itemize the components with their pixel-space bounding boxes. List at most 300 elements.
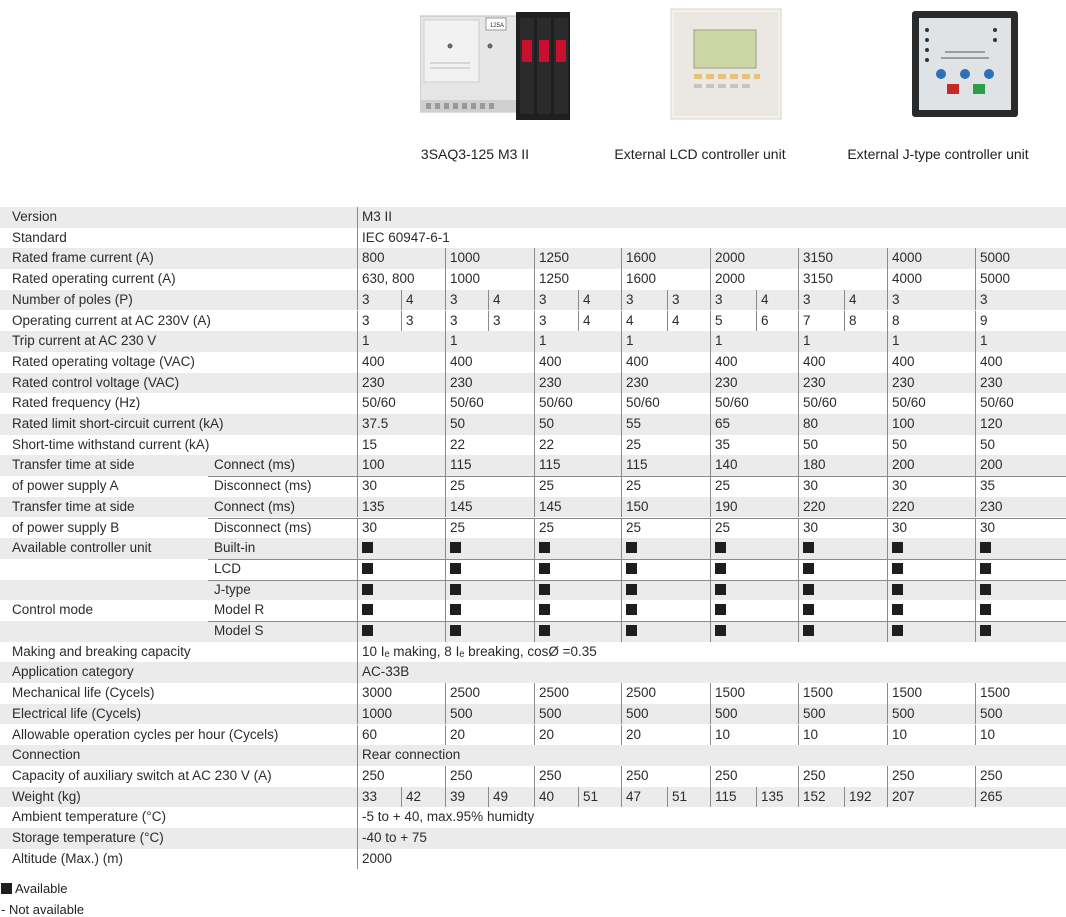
row-value: 22	[445, 435, 465, 456]
row-value: 40	[534, 787, 554, 808]
available-square-icon	[450, 563, 461, 574]
row-value: 35	[975, 476, 995, 497]
row-sub-label: Disconnect (ms)	[214, 478, 312, 494]
row-label: Capacity of auxiliary switch at AC 230 V (A)	[12, 767, 272, 783]
row-value: 50/60	[621, 393, 660, 414]
row-label: Electrical life (Cycels)	[12, 705, 142, 721]
row-value: 115	[445, 455, 472, 476]
row-value: 207	[887, 787, 915, 808]
row-value: 1500	[975, 683, 1010, 704]
availability-cell	[621, 538, 637, 559]
available-square-icon	[539, 604, 550, 615]
row-value: 3	[710, 290, 723, 311]
row-value: IEC 60947-6-1	[357, 228, 450, 249]
row-value: 1600	[621, 269, 656, 290]
row-value: 230	[621, 373, 649, 394]
row-sub-label: Model R	[214, 602, 265, 618]
row-value-sub: 135	[756, 787, 784, 808]
availability-cell	[357, 559, 373, 580]
available-square-icon	[539, 584, 550, 595]
row-value: 230	[975, 497, 1003, 518]
availability-cell	[357, 621, 373, 642]
product-caption-lcd: External LCD controller unit	[614, 146, 786, 162]
availability-cell	[798, 559, 814, 580]
row-label: Number of poles (P)	[12, 291, 133, 307]
row-value: 400	[710, 352, 738, 373]
legend-not-available-label: - Not available	[1, 902, 85, 917]
available-square-icon	[539, 542, 550, 553]
row-value: 37.5	[357, 414, 388, 435]
row-value: 5	[710, 311, 723, 332]
row-sub-label: Model S	[214, 623, 264, 638]
product-lcd	[600, 0, 800, 170]
availability-cell	[621, 621, 637, 642]
row-value: 25	[534, 476, 554, 497]
row-value: 400	[621, 352, 649, 373]
row-label: Storage temperature (°C)	[12, 830, 164, 845]
available-square-icon	[362, 542, 373, 553]
row-version	[0, 207, 1066, 228]
available-square-icon	[980, 604, 991, 615]
row-value: M3 II	[357, 207, 392, 228]
availability-cell	[357, 580, 373, 601]
row-value: 55	[621, 414, 641, 435]
row-value-sub: 4	[667, 311, 680, 332]
available-square-icon	[715, 604, 726, 615]
row-label: Standard	[12, 229, 67, 245]
row-value: 30	[798, 476, 818, 497]
availability-cell	[975, 600, 991, 621]
available-square-icon	[803, 604, 814, 615]
row-value: 50/60	[710, 393, 749, 414]
row-controller-builtin	[0, 538, 1066, 559]
availability-cell	[798, 538, 814, 559]
row-value: Rear connection	[357, 745, 460, 766]
available-square-icon	[626, 625, 637, 636]
available-square-icon	[626, 563, 637, 574]
row-value: 1500	[798, 683, 833, 704]
row-value: 230	[887, 373, 915, 394]
available-square-icon	[892, 604, 903, 615]
row-value: -40 to + 75	[357, 828, 427, 849]
row-value: 20	[445, 725, 465, 746]
available-square-icon	[715, 584, 726, 595]
available-square-icon	[450, 584, 461, 595]
row-value: 400	[798, 352, 826, 373]
row-operating-current	[0, 269, 1066, 290]
row-controller-lcd	[0, 559, 1066, 580]
row-label: Weight (kg)	[12, 788, 81, 804]
available-square-icon	[892, 563, 903, 574]
row-value: 25	[710, 476, 730, 497]
row-value: 25	[621, 435, 641, 456]
availability-cell	[357, 600, 373, 621]
row-value: 22	[534, 435, 554, 456]
product-caption-jtype: External J-type controller unit	[847, 146, 1029, 162]
row-value: 50	[887, 435, 907, 456]
row-value: 250	[975, 766, 1003, 787]
row-value: 1500	[710, 683, 745, 704]
row-value: 1	[798, 331, 811, 352]
legend-available	[1, 881, 68, 896]
row-value: 1500	[887, 683, 922, 704]
lcd-controller-image	[670, 8, 782, 120]
row-value: 3	[887, 290, 900, 311]
available-square-icon	[715, 563, 726, 574]
row-value: 1	[887, 331, 900, 352]
row-value-sub: 4	[401, 290, 414, 311]
row-value: 30	[357, 518, 377, 539]
availability-cell	[534, 538, 550, 559]
row-label: Allowable operation cycles per hour (Cycels)	[12, 726, 279, 742]
available-square-icon	[980, 584, 991, 595]
availability-cell	[621, 600, 637, 621]
row-value: 3	[357, 290, 370, 311]
row-value: 1	[357, 331, 370, 352]
available-square-icon	[715, 625, 726, 636]
row-value: 3	[534, 290, 547, 311]
availability-cell	[887, 538, 903, 559]
row-value: 500	[798, 704, 826, 725]
row-value: 50/60	[975, 393, 1014, 414]
row-value-sub: 3	[667, 290, 680, 311]
row-value: 8	[887, 311, 900, 332]
row-value: 50	[798, 435, 818, 456]
transfer-b-disconnect-row	[0, 518, 1066, 539]
row-value: AC-33B	[357, 662, 409, 683]
available-square-icon	[980, 563, 991, 574]
row-control-mode-s	[0, 621, 1066, 642]
row-value: 9	[975, 311, 988, 332]
row-value: 800	[357, 248, 385, 269]
availability-cell	[445, 621, 461, 642]
row-value: 115	[534, 455, 561, 476]
row-value: 140	[710, 455, 738, 476]
row-value: 1	[710, 331, 723, 352]
row-label: Rated frequency (Hz)	[12, 395, 141, 411]
available-square-icon	[892, 625, 903, 636]
row-value: 20	[621, 725, 641, 746]
available-square-icon	[626, 542, 637, 553]
row-value: 1	[975, 331, 988, 352]
available-square-icon	[803, 625, 814, 636]
transfer-b-connect-row	[0, 497, 1066, 518]
row-label: Control mode	[12, 602, 94, 618]
row-value: 2500	[534, 683, 569, 704]
row-label: Rated operating voltage (VAC)	[12, 353, 195, 369]
ats-switch-image	[420, 8, 570, 126]
row-value: 1000	[445, 269, 480, 290]
row-value: 20	[534, 725, 554, 746]
row-value-sub: 8	[844, 311, 857, 332]
row-operation-cycles	[0, 725, 1066, 746]
row-value: 230	[710, 373, 738, 394]
available-square-icon	[803, 542, 814, 553]
availability-cell	[534, 580, 550, 601]
row-connection	[0, 745, 1066, 766]
row-value: 250	[445, 766, 473, 787]
legend-available-label: Available	[15, 881, 68, 896]
available-square-icon	[450, 604, 461, 615]
available-square-icon	[362, 625, 373, 636]
row-value: 30	[975, 518, 995, 539]
row-divider	[208, 476, 1066, 477]
row-value-sub: 49	[488, 787, 508, 808]
availability-cell	[975, 621, 991, 642]
row-label: Rated control voltage (VAC)	[12, 374, 180, 390]
availability-cell	[534, 621, 550, 642]
row-value-sub: 4	[756, 290, 769, 311]
row-value: 3	[621, 290, 634, 311]
row-value: 1	[534, 331, 547, 352]
available-square-icon	[626, 584, 637, 595]
row-value: 3	[445, 290, 458, 311]
row-value: 200	[887, 455, 915, 476]
row-label: Altitude (Max.) (m)	[12, 850, 124, 866]
row-value: 50/60	[887, 393, 926, 414]
row-application-category	[0, 662, 1066, 683]
row-value: 220	[887, 497, 915, 518]
row-value: 220	[798, 497, 826, 518]
row-value: 4000	[887, 269, 922, 290]
row-value: 400	[445, 352, 473, 373]
availability-cell	[534, 600, 550, 621]
transfer-a-disconnect-row	[0, 476, 1066, 497]
row-value-sub: 3	[401, 311, 414, 332]
row-value: 150	[621, 497, 649, 518]
availability-cell	[975, 580, 991, 601]
row-value: 50	[975, 435, 995, 456]
row-value: 400	[975, 352, 1003, 373]
row-value: 1250	[534, 269, 569, 290]
row-value: -5 to + 40, max.95% humidty	[357, 807, 534, 828]
availability-cell	[798, 580, 814, 601]
row-value: 1	[445, 331, 458, 352]
product-caption-ats: 3SAQ3-125 M3 II	[420, 146, 530, 162]
availability-cell	[710, 621, 726, 642]
row-divider	[208, 621, 1066, 622]
row-value: 2000	[357, 849, 392, 870]
row-frequency	[0, 393, 1066, 414]
row-sub-label: LCD	[214, 560, 242, 576]
row-value-sub: 42	[401, 787, 421, 808]
availability-cell	[887, 580, 903, 601]
row-value: 50/60	[445, 393, 484, 414]
row-value: 1	[621, 331, 634, 352]
availability-cell	[621, 559, 637, 580]
available-square-icon	[362, 604, 373, 615]
row-value: 500	[710, 704, 738, 725]
row-value: 25	[445, 476, 465, 497]
row-withstand	[0, 435, 1066, 456]
row-value: 500	[621, 704, 649, 725]
row-value: 39	[445, 787, 465, 808]
row-label: Making and breaking capacity	[12, 643, 191, 659]
row-value: 120	[975, 414, 1003, 435]
row-value: 250	[798, 766, 826, 787]
availability-cell	[975, 538, 991, 559]
row-value: 4	[621, 311, 634, 332]
availability-cell	[534, 559, 550, 580]
row-value: 10 Iₑ making, 8 Iₑ breaking, cosØ =0.35	[357, 642, 597, 663]
availability-cell	[445, 559, 461, 580]
availability-cell	[357, 538, 373, 559]
availability-cell	[710, 600, 726, 621]
available-square-icon	[450, 542, 461, 553]
row-value: 250	[710, 766, 738, 787]
row-value: 50/60	[357, 393, 396, 414]
row-sub-label: Connect (ms)	[214, 498, 296, 514]
row-value: 10	[975, 725, 995, 746]
row-value-sub: 4	[578, 311, 591, 332]
row-value-sub: 4	[578, 290, 591, 311]
row-value-sub: 51	[578, 787, 598, 808]
availability-cell	[445, 600, 461, 621]
row-value: 25	[621, 476, 641, 497]
row-label: of power supply B	[12, 519, 120, 535]
row-value: 2000	[710, 248, 745, 269]
row-value: 630, 800	[357, 269, 415, 290]
row-label: Version	[12, 209, 58, 224]
row-value: 50/60	[798, 393, 837, 414]
row-value: 50	[445, 414, 465, 435]
row-value: 100	[357, 455, 385, 476]
row-value: 33	[357, 787, 377, 808]
row-value: 15	[357, 435, 377, 456]
availability-cell	[445, 538, 461, 559]
row-value: 30	[357, 476, 377, 497]
availability-cell	[445, 580, 461, 601]
row-divider	[208, 580, 1066, 581]
row-value: 5000	[975, 269, 1010, 290]
row-value: 230	[798, 373, 826, 394]
row-value: 50/60	[534, 393, 573, 414]
svg-text:125A: 125A	[490, 23, 505, 29]
row-value: 2500	[621, 683, 656, 704]
row-value: 3150	[798, 269, 833, 290]
row-value-sub: 4	[844, 290, 857, 311]
row-making-breaking	[0, 642, 1066, 663]
transfer-a-connect-row	[0, 455, 1066, 476]
row-value: 190	[710, 497, 738, 518]
row-value: 25	[621, 518, 641, 539]
row-altitude	[0, 849, 1066, 870]
row-value: 2500	[445, 683, 480, 704]
row-value: 230	[975, 373, 1003, 394]
available-square-icon	[892, 542, 903, 553]
row-value: 30	[887, 518, 907, 539]
row-value: 1000	[445, 248, 480, 269]
row-value: 115	[710, 787, 737, 808]
row-value: 47	[621, 787, 641, 808]
row-value: 500	[887, 704, 915, 725]
row-label: Rated operating current (A)	[12, 271, 176, 287]
row-value: 10	[710, 725, 730, 746]
row-value: 10	[887, 725, 907, 746]
row-value: 65	[710, 414, 730, 435]
row-controller-jtype	[0, 580, 1066, 601]
row-value: 1250	[534, 248, 569, 269]
availability-cell	[887, 559, 903, 580]
row-value: 230	[445, 373, 473, 394]
row-value: 400	[534, 352, 562, 373]
row-value: 1000	[357, 704, 392, 725]
row-operating-current-230v	[0, 311, 1066, 332]
row-poles	[0, 290, 1066, 311]
availability-cell	[887, 621, 903, 642]
availability-cell	[798, 600, 814, 621]
row-value: 250	[357, 766, 385, 787]
row-standard	[0, 228, 1066, 249]
row-value: 250	[621, 766, 649, 787]
row-sub-label: Disconnect (ms)	[214, 519, 312, 535]
row-label: Trip current at AC 230 V	[12, 333, 157, 349]
available-square-icon	[1, 883, 12, 894]
row-value: 80	[798, 414, 818, 435]
row-value: 152	[798, 787, 826, 808]
row-value: 145	[445, 497, 473, 518]
row-value: 3	[798, 290, 811, 311]
row-divider	[208, 559, 1066, 560]
row-value-sub: 4	[488, 290, 501, 311]
row-value: 135	[357, 497, 385, 518]
available-square-icon	[715, 542, 726, 553]
row-label: Rated limit short-circuit current (kA)	[12, 416, 224, 431]
row-value: 3000	[357, 683, 392, 704]
row-label: Application category	[12, 664, 134, 680]
availability-cell	[887, 600, 903, 621]
row-label: Operating current at AC 230V (A)	[12, 312, 211, 328]
row-value: 35	[710, 435, 730, 456]
row-value-sub: 192	[844, 787, 872, 808]
product-ats	[380, 0, 570, 170]
product-jtype	[840, 0, 1036, 170]
row-value: 7	[798, 311, 811, 332]
available-square-icon	[803, 584, 814, 595]
row-electrical-life	[0, 704, 1066, 725]
availability-cell	[975, 559, 991, 580]
row-ambient-temp	[0, 807, 1066, 828]
legend-not-available	[1, 902, 84, 917]
available-square-icon	[803, 563, 814, 574]
row-value: 30	[887, 476, 907, 497]
row-value: 25	[534, 518, 554, 539]
row-value: 5000	[975, 248, 1010, 269]
row-value: 100	[887, 414, 915, 435]
row-value: 230	[534, 373, 562, 394]
row-value: 4000	[887, 248, 922, 269]
row-control-mode-r	[0, 600, 1066, 621]
row-sub-label: Connect (ms)	[214, 457, 296, 473]
row-value: 500	[445, 704, 473, 725]
availability-cell	[798, 621, 814, 642]
row-mechanical-life	[0, 683, 1066, 704]
row-value: 25	[710, 518, 730, 539]
row-aux-switch	[0, 766, 1066, 787]
available-square-icon	[539, 625, 550, 636]
row-value: 400	[357, 352, 385, 373]
row-sub-label: Built-in	[214, 540, 256, 556]
row-value: 10	[798, 725, 818, 746]
row-label: Available controller unit	[12, 540, 152, 556]
row-frame-current	[0, 248, 1066, 269]
row-divider	[208, 518, 1066, 519]
availability-cell	[710, 580, 726, 601]
row-value: 265	[975, 787, 1003, 808]
row-value: 230	[357, 373, 385, 394]
row-sub-label: J-type	[214, 581, 251, 597]
available-square-icon	[892, 584, 903, 595]
